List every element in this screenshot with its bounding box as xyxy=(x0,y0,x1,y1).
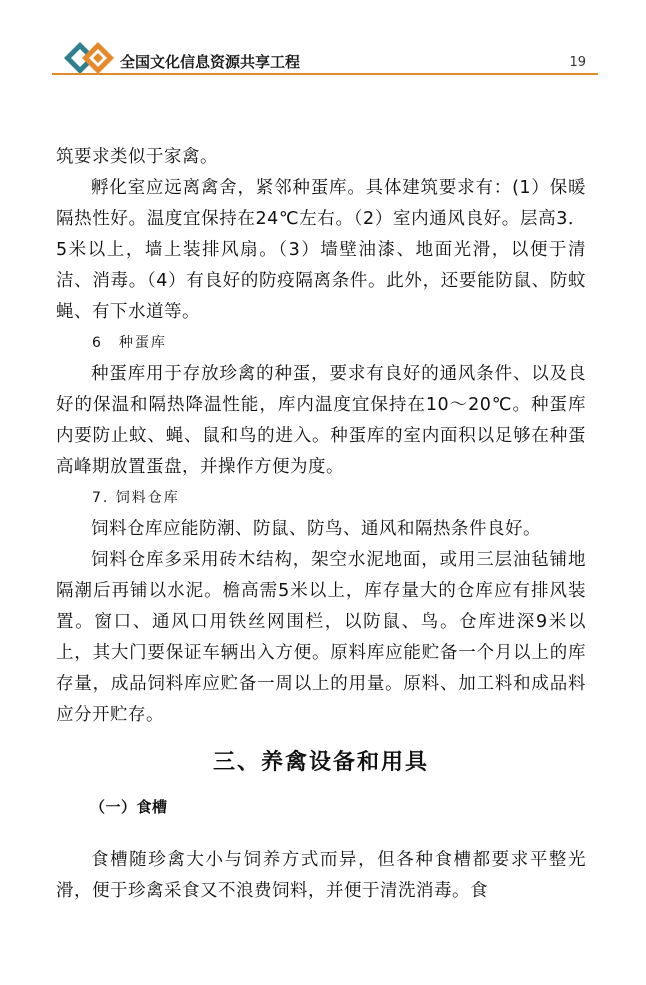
header-divider xyxy=(52,73,598,75)
paragraph: 饲料仓库应能防潮、防鼠、防鸟、通风和隔热条件良好。 xyxy=(91,519,541,539)
paragraph: 饲料仓库多采用砖木结构，架空水泥地面，或用三层油毡铺地隔潮后再铺以水泥。檐高需5米以上，库存量大的仓库应有排风装置。窗口、通风口用铁丝网围栏，以防鼠、鸟。仓库进深9米以上，其大门要保证车辆出入方便。原料库应能贮备一个月以上的库存量，成品饲料库应贮备一周以上的用量。原料、加工料和成品料应分开贮存。 xyxy=(56,550,586,725)
logo-icon xyxy=(60,40,118,76)
paragraph: 种蛋库用于存放珍禽的种蛋，要求有良好的通风条件、以及良好的保温和隔热降温性能，库内温度宜保持在10～20℃。种蛋库内要防止蚊、蝇、鼠和鸟的进入。种蛋库的室内面积以足够在种蛋高峰期放置蛋盘，并操作方便为度。 xyxy=(56,364,586,477)
subheading-feed-warehouse: 7. 饲料仓库 xyxy=(92,490,180,506)
paragraph: 食槽随珍禽大小与饲养方式而异，但各种食槽都要求平整光滑，便于珍禽采食又不浪费饲料，并便于清洗消毒。食 xyxy=(56,850,586,901)
section-title: 三、养禽设备和用具 xyxy=(212,749,429,775)
page-number: 19 xyxy=(569,55,586,70)
header-title: 全国文化信息资源共享工程 xyxy=(120,53,301,71)
page-body xyxy=(56,142,586,907)
subheading-feed-trough: （一）食槽 xyxy=(90,798,168,816)
paragraph: 孵化室应远离禽舍，紧邻种蛋库。具体建筑要求有：(1）保暖隔热性好。温度宜保持在24℃左右。（2）室内通风良好。层高3．5米以上，墙上装排风扇。（3）墙壁油漆、地面光滑，以便于清洁、消毒。（4）有良好的防疫隔离条件。此外，还要能防鼠、防蚊蝇、有下水道等。 xyxy=(56,178,586,322)
paragraph: 筑要求类似于家禽。 xyxy=(56,147,218,167)
subheading-egg-storage: 6 种蛋库 xyxy=(92,335,167,351)
